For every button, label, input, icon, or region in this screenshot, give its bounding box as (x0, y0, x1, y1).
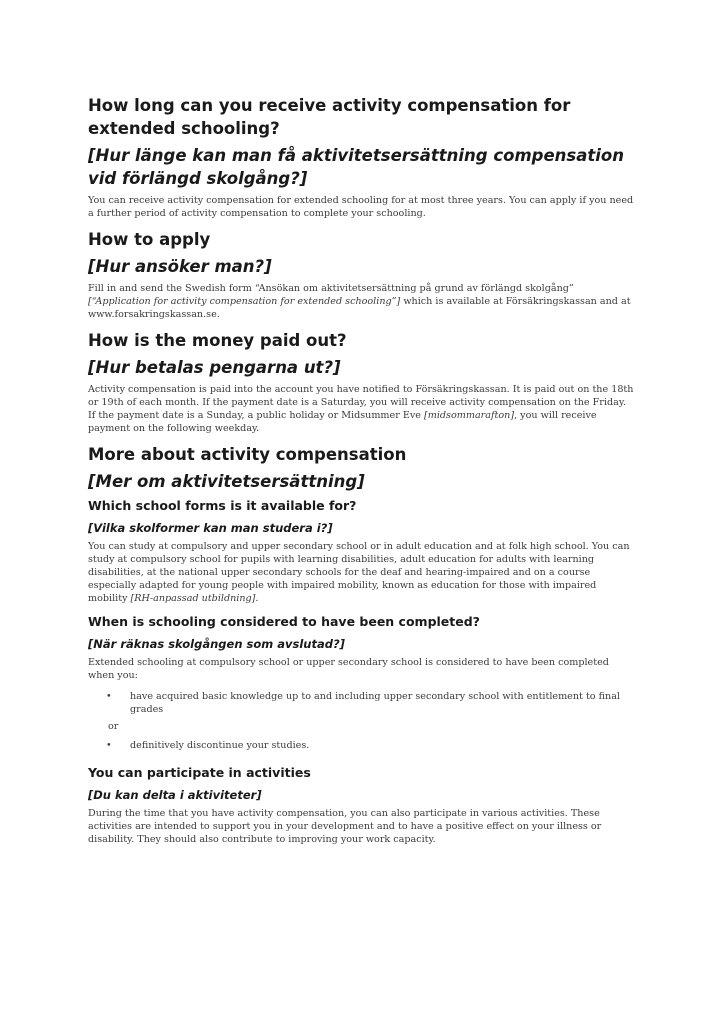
paragraph-school-forms (88, 540, 636, 605)
section-heading-payment: How is the money paid out? (88, 331, 347, 350)
section-heading-payment-swedish: [Hur betalas pengarna ut?] (88, 358, 341, 377)
subheading-school-forms: Which school forms is it available for? (88, 498, 357, 513)
rh-term: [RH-anpassad utbildning] (130, 593, 256, 604)
completion-criteria-list (88, 690, 636, 716)
paragraph-school-forms-text-a: You can study at compulsory and upper secondary school or in adult education and at folk high school. You can study at compulsory school for pupils with learning disabilities, adult education for adults with learning disabilities, at the national upper secondary schools for the deaf and hearing-impaired and on a course especially adapted for young people with impaired mobility, known as education for those with impaired mobility (88, 541, 630, 604)
completion-criteria-list-2 (88, 739, 636, 752)
bullet-icon: • (106, 740, 112, 751)
subheading-completed-swedish: [När räknas skolgången som avslutad?] (88, 637, 345, 651)
list-item (88, 690, 636, 716)
section-heading-duration-swedish: [Hur länge kan man få aktivitetsersättning compensation vid förlängd skolgång?] (88, 146, 624, 188)
paragraph-apply-text-b: which is available at Försäkringskassan and at www.forsakringskassan.se. (88, 296, 631, 320)
subheading-activities: You can participate in activities (88, 765, 311, 780)
list-item-text: have acquired basic knowledge up to and including upper secondary school with entitlement to final grades (130, 691, 620, 715)
section-heading-more-swedish: [Mer om aktivitetsersättning] (88, 472, 365, 491)
paragraph-apply (88, 282, 636, 321)
document-content (88, 94, 636, 854)
form-name-english: [“Application for activity compensation for extended schooling”] (88, 296, 401, 307)
subheading-school-forms-swedish: [Vilka skolformer kan man studera i?] (88, 521, 333, 535)
subheading-completed: When is schooling considered to have been completed? (88, 614, 480, 629)
paragraph-activities: During the time that you have activity compensation, you can also participate in various activities. These activities are intended to support you in your development and to have a positive effect on your illness or disability. They should also contribute to improving your work capacity. (88, 808, 602, 845)
paragraph-school-forms-text-b: . (255, 593, 259, 604)
paragraph-payment-text-a: Activity compensation is paid into the account you have notified to Försäkringskassan. It is paid out on the 18th or 19th of each month. If the payment date is a Saturday, you will receive activity compensation on the Friday. If the payment date is a Sunday, a public holiday or Midsummer Eve (88, 384, 634, 421)
paragraph-apply-text-a: Fill in and send the Swedish form “Ansökan om aktivitetsersättning på grund av förlängd skolgång” (88, 283, 574, 294)
midsummer-term: [midsommarafton] (424, 410, 515, 421)
paragraph-payment-text-b: , you will receive payment on the following weekday. (88, 410, 597, 434)
list-item-text: definitively discontinue your studies. (130, 740, 310, 751)
list-item (88, 739, 636, 752)
paragraph-completed: Extended schooling at compulsory school or upper secondary school is considered to have been completed when you: (88, 657, 609, 681)
section-heading-apply: How to apply (88, 230, 211, 249)
bullet-icon: • (106, 691, 112, 702)
paragraph-duration: You can receive activity compensation for extended schooling for at most three years. You can apply if you need a further period of activity compensation to complete your schooling. (88, 195, 634, 219)
or-separator: or (108, 721, 119, 732)
section-heading-duration: How long can you receive activity compensation for extended schooling? (88, 96, 571, 138)
section-heading-apply-swedish: [Hur ansöker man?] (88, 257, 272, 276)
paragraph-payment (88, 383, 636, 435)
section-heading-more: More about activity compensation (88, 445, 407, 464)
subheading-activities-swedish: [Du kan delta i aktiviteter] (88, 788, 262, 802)
